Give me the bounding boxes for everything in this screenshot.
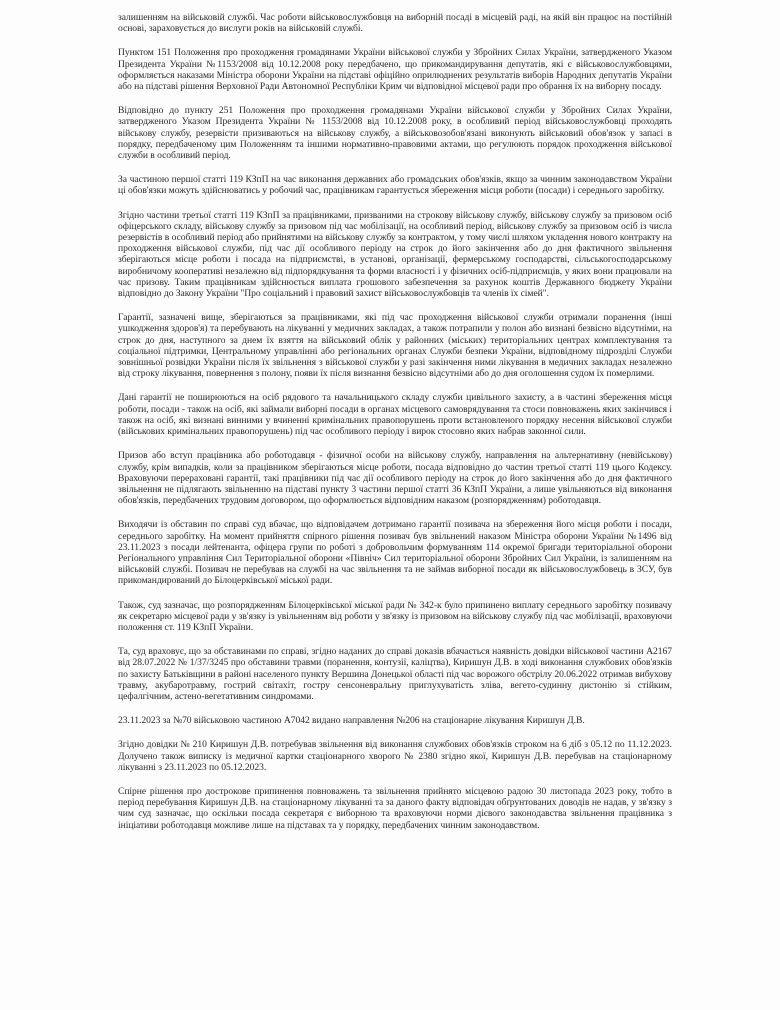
document-body [118,12,672,844]
paragraph-1: залишенням на військовій службі. Час роботи військовослужбовця на виборній посаді в місцевій раді, на якій він працює на постійній основі, зараховується до вислуги років на військовій службі. [118,12,672,35]
paragraph-13: Згідно довідки № 210 Киришун Д.В. потребував звільнення від виконання службових обов'язків строком на 6 діб з 05.12 по 11.12.2023. Долучено також виписку із медичної картки стаціонарного хворого № 2380 згідно якої, Киришун Д.В. перебував на стаціонарному лікуванні з 23.11.2023 по 05.12.2023. [118,739,672,773]
paragraph-5: Згідно частини третьої статті 119 КЗпП за працівниками, призваними на строкову військову службу, військову службу за призовом осіб офіцерського складу, військову службу за призовом під час мобілізації, на особливий період, військову службу за призовом осіб із числа резервістів в особливий період або прийнятими на військову службу за контрактом, у тому числі шляхом укладення нового контракту на проходження військової служби, під час дії особливого періоду на строк до його закінчення або до дня фактичного звільнення зберігаються місце роботи і посада на підприємстві, в установі, організації, фермерському господарстві, сільськогосподарському виробничому кооперативі незалежно від підпорядкування та форми власності і у фізичних осіб-підприємців, у яких вони працювали на час призову. Таким працівникам здійснюється виплата грошового забезпечення за рахунок коштів Державного бюджету України відповідно до Закону України "Про соціальний і правовий захист військовослужбовців та членів їх сімей". [118,209,672,300]
paragraph-3: Відповідно до пункту 251 Положення про проходження громадянами України військової служби у Збройних Силах України, затвердженого Указом Президента України № 1153/2008 від 10.12.2008 року, в особливий період військовослужбовці проходять військову службу, резервісти призиваються на військову службу, а військовозобов'язані виконують військовий обов'язок у запасі в порядку, передбаченому цим Положенням та іншими нормативно-правовими актами, що регулюють порядок проходження військової служби в особливий період. [118,105,672,162]
paragraph-8: Призов або вступ працівника або роботодавця - фізичної особи на військову службу, направлення на альтернативну (невійськову) службу, крім випадків, коли за працівником зберігаються місце роботи, посада відповідно до частин третьої статті 119 цього Кодексу. Враховуючи перераховані гарантії, такі працівники під час дії особливого періоду на строк до його закінчення або до дня фактичного звільнення не підлягають звільненню на підставі пункту 3 частини першої статті 36 КЗпП України, а лише увільняються від виконання обов'язків, передбачених трудовим договором, що оформлюється відповідним наказом (розпорядженням) роботодавця. [118,450,672,507]
paragraph-7: Дані гарантії не поширюються на осіб рядового та начальницького складу служби цивільного захисту, а в частині збереження місця роботи, посади - також на осіб, які займали виборні посади в органах місцевого самоврядування та стоси повноважень яких закінчився і також на осіб, які визнані винними у вчиненні кримінальних правопорушень проти встановленого порядку несення військової служби (військових кримінальних правопорушень) під час особливого періоду і вирок стосовно яких набрав законної сили. [118,392,672,438]
paragraph-4: За частиною першої статті 119 КЗпП на час виконання державних або громадських обов'язків, якщо за чинним законодавством України ці обов'язки можуть здійснюватись у робочий час, працівникам гарантується збереження місця роботи (посади) і середнього заробітку. [118,174,672,197]
paragraph-14: Спірне рішення про дострокове припинення повноважень та звільнення прийнято місцевою радою 30 листопада 2023 року, тобто в період перебування Киришун Д.В. на стаціонарному лікуванні та за даного факту відповідач обґрунтованих доводів не надав, у зв'язку з чим суд зазначає, що оскільки посада секретаря є виборною та враховуючи норми дієвого законодавства звільнення працівника з ініціативи роботодавця можливе лише на підставах та у порядку, передбачених чинним законодавством. [118,785,672,831]
paragraph-10: Також, суд зазначає, що розпорядженням Білоцерківської міської ради № 342-к було припинено виплату середнього заробітку позивачу як секретарю місцевої ради у зв'язку із увільненням від роботи у зв'язку із призовом на військову службу під час мобілізації, враховуючи положення ст. 119 КЗпП України. [118,599,672,633]
paragraph-9: Виходячи із обставин по справі суд вбачає, що відповідачем дотримано гарантії позивача на збереження його місця роботи і посади, середнього заробітку. На момент прийняття спірного рішення позивач був звільнений наказом Міністра оборони України №1496 від 23.11.2023 з посади лейтенанта, офіцера групи по роботі з добровольчим формуванням 114 окремої бригади територіальної оборони Регіонального управління Сил Територіальної оборони «Північ» Сил територіальної оборони Збройних Сил України, із залишенням на військовій службі. Позивач не перебував на службі на час звільнення та не займав виборної посади як військовослужбовець в ЗСУ, був прикомандирований до Білоцерківської міської ради. [118,519,672,587]
paragraph-6: Гарантії, зазначені вище, зберігаються за працівниками, які під час проходження військової служби отримали поранення (інші ушкодження здоров'я) та перебувають на лікуванні у медичних закладах, а також потрапили у полон або визнані безвісно відсутніми, на строк до дня, наступного за днем їх взяття на військовий облік у районних (міських) територіальних центрах комплектування та соціальної підтримки, Центральному управлінні або регіональних органах Служби безпеки України, відповідному підрозділі Служби зовнішньої розвідки України після їх звільнення з військової служби у разі закінчення ними лікування в медичних закладах незалежно від строку лікування, повернення з полону, появи їх після визнання безвісно відсутніми або до дня оголошення судом їх померлими. [118,312,672,380]
paragraph-11: Та, суд враховує, що за обставинами по справі, згідно наданих до справі доказів вбачається наявність довідки військової частини А2167 від 28.07.2022 № 1/37/3245 про обставини травми (поранення, контузії, каліцтва), Киришун Д.В. в ході виконання службових обов'язків по захисту Батьківщини в районі населеного пункту Вершина Донецької області під час ворожого обстрілу 20.06.2022 отримав вибухову травму, акубаротравму, гострий світахіт, гостру сенсоневральну приглухуватість зліва, вегето-судинну дистонію зі стійким, цефалгічним, астено-вегетативним синдромами. [118,646,672,702]
paragraph-2: Пунктом 151 Положення про проходження громадянами України військової служби у Збройних Силах України, затвердженого Указом Президента України №1153/2008 від 10.12.2008 року передбачено, що прикомандирування депутатів, які є військовослужбовцями, оформляється наказами Міністра оборони України на підставі офіційно оприлюднених результатів виборів Народних депутатів України або на підставі рішення Верховної Ради Автономної Республіки Крим чи відповідної місцевої ради про обрання їх на виборну посаду. [118,47,672,93]
paragraph-12: 23.11.2023 за №70 військовою частиною А7042 видано направлення №206 на стаціонарне лікування Киришун Д.В. [118,715,585,727]
